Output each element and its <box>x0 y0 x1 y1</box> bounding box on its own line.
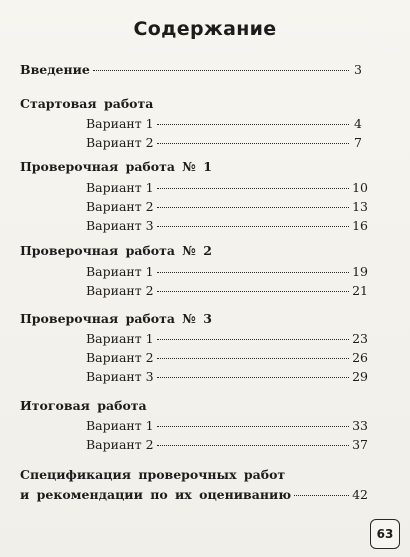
toc-entry <box>86 331 368 346</box>
toc-entry-label: Вариант 1 <box>86 264 154 279</box>
toc-page-number: 33 <box>352 418 368 433</box>
dot-leader <box>157 188 349 189</box>
toc-page-number: 26 <box>352 350 368 365</box>
toc-entry <box>86 283 368 298</box>
toc-entry-label: Вариант 1 <box>86 180 154 195</box>
toc-section-heading: Проверочная работа № 1 <box>20 159 212 174</box>
toc-spec-heading-line1: Спецификация проверочных работ <box>20 467 286 482</box>
toc-entry-label: Вариант 2 <box>86 283 154 298</box>
toc-entry-spec <box>20 487 368 502</box>
dot-leader <box>157 124 349 125</box>
toc-section-heading: Стартовая работа <box>20 96 154 111</box>
toc-page-number: 13 <box>352 199 368 214</box>
toc-entry-label: Вариант 2 <box>86 350 154 365</box>
page-title: Содержание <box>133 18 277 40</box>
toc-entry <box>86 199 368 214</box>
dot-leader <box>157 272 349 273</box>
dot-leader <box>294 495 349 496</box>
toc-page-number: 21 <box>352 283 368 298</box>
toc-page-number: 42 <box>352 487 368 502</box>
dot-leader <box>157 339 349 340</box>
toc-entry-label: и рекомендации по их оцениванию <box>20 487 292 502</box>
toc-entry <box>86 116 362 131</box>
toc-page-number: 3 <box>354 62 362 77</box>
toc-page-number: 4 <box>354 116 362 131</box>
toc-entry <box>86 264 368 279</box>
toc-section-heading: Проверочная работа № 2 <box>20 243 212 258</box>
toc-entry-label: Вариант 1 <box>86 116 154 131</box>
toc-page-number: 37 <box>352 437 368 452</box>
dot-leader <box>157 291 349 292</box>
dot-leader <box>157 226 349 227</box>
dot-leader <box>157 358 349 359</box>
toc-entry <box>86 350 368 365</box>
dot-leader <box>157 143 349 144</box>
dot-leader <box>157 445 349 446</box>
toc-page-number: 29 <box>352 369 368 384</box>
dot-leader <box>157 426 349 427</box>
toc-entry <box>86 180 368 195</box>
toc-entry-label: Вариант 2 <box>86 135 154 150</box>
toc-entry-label: Вариант 1 <box>86 418 154 433</box>
toc-entry <box>86 418 368 433</box>
toc-entry-label: Введение <box>20 62 90 77</box>
toc-entry-label: Вариант 2 <box>86 437 154 452</box>
dot-leader <box>157 377 349 378</box>
dot-leader <box>157 207 349 208</box>
toc-entry-label: Вариант 3 <box>86 369 154 384</box>
toc-page-number: 19 <box>352 264 368 279</box>
toc-page-number: 10 <box>352 180 368 195</box>
toc-entry <box>86 218 368 233</box>
toc-entry-intro <box>20 62 362 77</box>
toc-entry <box>86 369 368 384</box>
page-number-badge: 63 <box>370 519 400 549</box>
toc-entry-label: Вариант 3 <box>86 218 154 233</box>
toc-entry-label: Вариант 2 <box>86 199 154 214</box>
toc-entry-label: Вариант 1 <box>86 331 154 346</box>
toc-entry <box>86 135 362 150</box>
toc-page-number: 23 <box>352 331 368 346</box>
toc-page-number: 7 <box>354 135 362 150</box>
toc-page-number: 16 <box>352 218 368 233</box>
toc-entry <box>86 437 368 452</box>
toc-section-heading: Итоговая работа <box>20 398 147 413</box>
toc-section-heading: Проверочная работа № 3 <box>20 311 212 326</box>
dot-leader <box>93 70 349 71</box>
